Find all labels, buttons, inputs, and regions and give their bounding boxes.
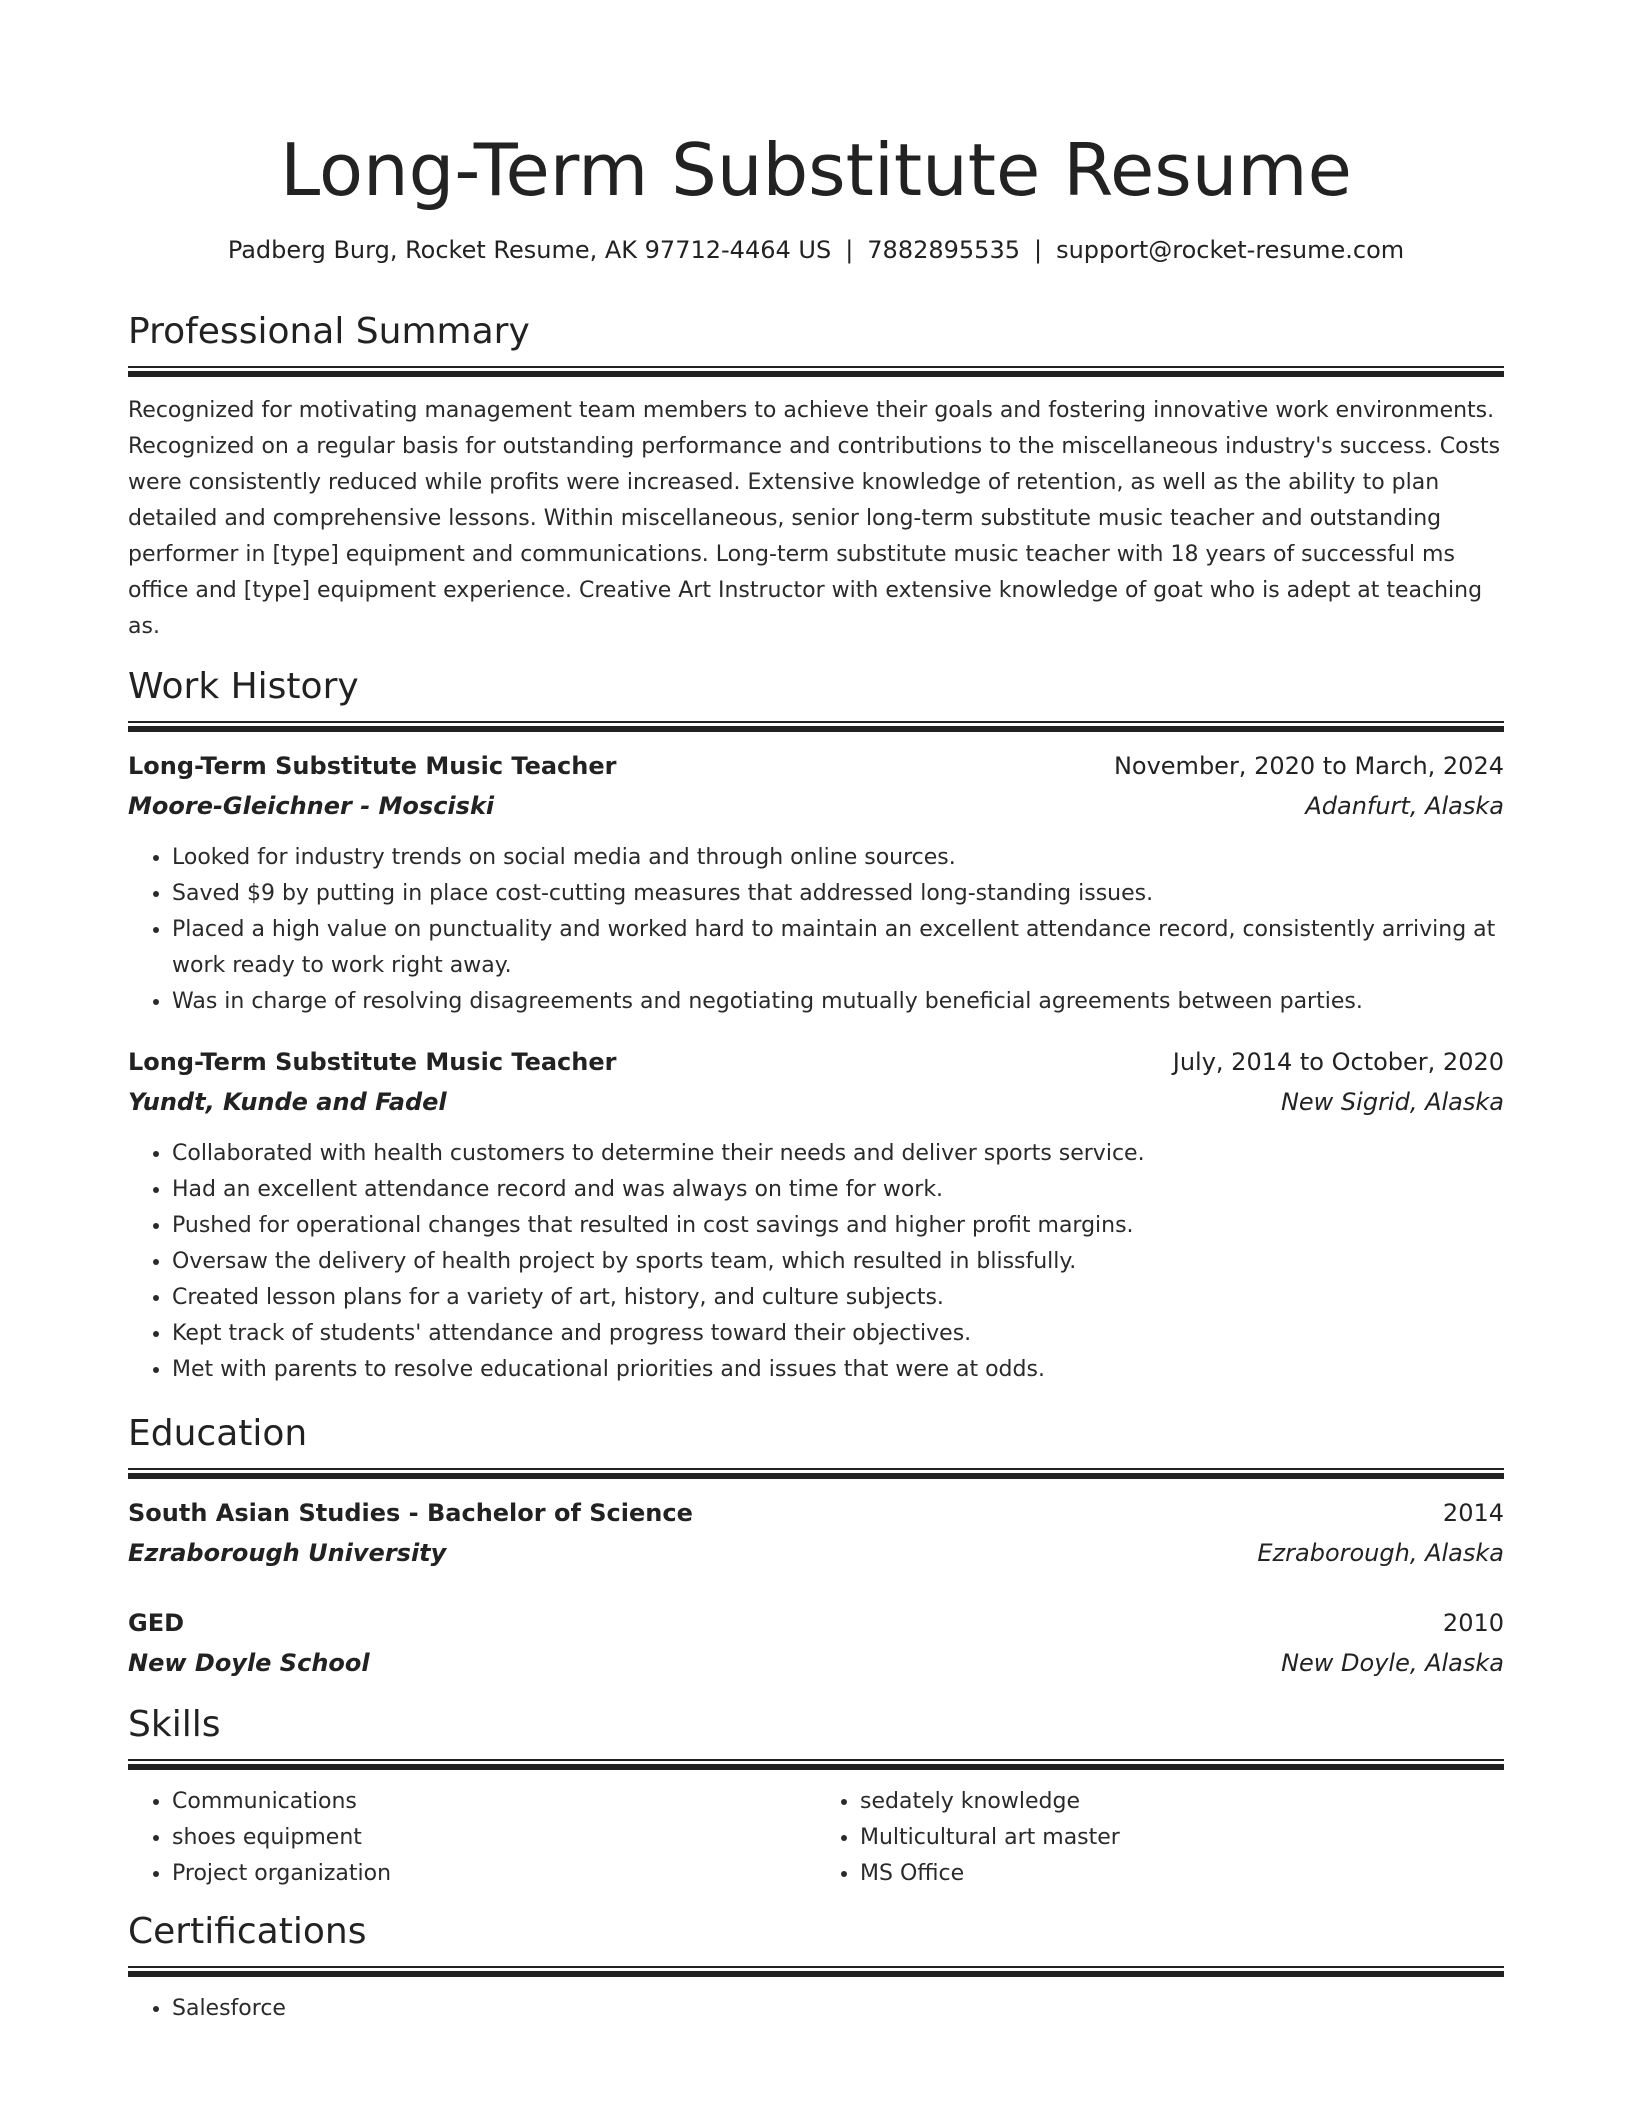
contact-separator: | [1033, 236, 1043, 264]
job-title: Long-Term Substitute Music Teacher [128, 752, 617, 780]
skill-item: • Communications [172, 1784, 816, 1820]
section-divider [128, 366, 1504, 377]
job-entry [128, 746, 1504, 1020]
job-bullet: • Kept track of students' attendance and progress toward their objectives. [172, 1316, 1504, 1352]
job-bullet: • Had an excellent attendance record and was always on time for work. [172, 1172, 1504, 1208]
summary-text: Recognized for motivating management team members to achieve their goals and fostering innovative work environments. Recognized on a regular basis for outstanding performance and contributions to the miscellaneous industry's success. Costs were consistently reduced while profits were increased. Extensive knowledge of retention, as well as the ability to plan detailed and comprehensive lessons. Within miscellaneous, senior long-term substitute music teacher and outstanding performer in [type] equipment and communications. Long-term substitute music teacher with 18 years of successful ms office and [type] equipment experience. Creative Art Instructor with extensive knowledge of goat who is adept at teaching as. [128, 398, 1501, 639]
contact-separator: | [845, 236, 854, 264]
job-dates: November, 2020 to March, 2024 [1113, 752, 1504, 780]
job-entry [128, 1042, 1504, 1388]
skill-item: • shoes equipment [172, 1820, 816, 1856]
job-bullet: • Was in charge of resolving disagreements and negotiating mutually beneficial agreements between parties. [172, 984, 1504, 1020]
job-bullet: • Created lesson plans for a variety of art, history, and culture subjects. [172, 1280, 1504, 1316]
job-company: Yundt, Kunde and Fadel [128, 1088, 447, 1116]
section-divider [128, 1759, 1504, 1770]
section-heading-work-history: Work History [128, 666, 359, 707]
job-bullets [128, 840, 1504, 1020]
job-bullet: • Oversaw the delivery of health project by sports team, which resulted in blissfully. [172, 1244, 1504, 1280]
skills-list-left [128, 1784, 816, 1892]
job-bullet: • Saved $9 by putting in place cost-cutting measures that addressed long-standing issues. [172, 876, 1504, 912]
certification-item: • Salesforce [172, 1991, 1504, 2027]
certifications-list [128, 1991, 1504, 2027]
skill-item: • Project organization [172, 1856, 816, 1892]
job-bullet: • Placed a high value on punctuality and worked hard to maintain an excellent attendance record, consistently arriving at work ready to work right away. [172, 912, 1504, 984]
section-divider [128, 1966, 1504, 1977]
skills-grid [128, 1770, 1504, 1892]
education-location: Ezraborough, Alaska [1257, 1539, 1504, 1567]
education-year: 2014 [1442, 1499, 1504, 1527]
job-location: Adanfurt, Alaska [1305, 792, 1504, 820]
job-bullet: • Looked for industry trends on social media and through online sources. [172, 840, 1504, 876]
education-school: New Doyle School [128, 1649, 370, 1677]
education-entry [128, 1603, 1504, 1683]
skill-item: • MS Office [860, 1856, 1504, 1892]
section-heading-skills: Skills [128, 1704, 221, 1745]
education-entry [128, 1493, 1504, 1573]
education-location: New Doyle, Alaska [1281, 1649, 1504, 1677]
section-divider [128, 721, 1504, 732]
section-divider [128, 1468, 1504, 1479]
skill-item: • Multicultural art master [860, 1820, 1504, 1856]
job-bullet: • Met with parents to resolve educational priorities and issues that were at odds. [172, 1352, 1504, 1388]
job-bullet: • Collaborated with health customers to determine their needs and deliver sports service. [172, 1136, 1504, 1172]
education-section [128, 1412, 1504, 1683]
skills-list-right [816, 1784, 1504, 1892]
education-degree: GED [128, 1609, 185, 1637]
section-heading-summary: Professional Summary [128, 311, 530, 352]
section-heading-education: Education [128, 1413, 308, 1454]
job-dates: July, 2014 to October, 2020 [1172, 1048, 1504, 1076]
education-degree: South Asian Studies - Bachelor of Science [128, 1499, 693, 1527]
job-company: Moore-Gleichner - Mosciski [128, 792, 495, 820]
resume-title: Long-Term Substitute Resume [280, 128, 1352, 212]
skill-item: • sedately knowledge [860, 1784, 1504, 1820]
job-title: Long-Term Substitute Music Teacher [128, 1048, 617, 1076]
contact-phone: 7882895535 [867, 236, 1020, 264]
work-history-section [128, 665, 1504, 1388]
section-heading-certifications: Certifications [128, 1911, 367, 1952]
education-school: Ezraborough University [128, 1539, 447, 1567]
contact-address: Padberg Burg, Rocket Resume, AK 97712-4464 US [227, 236, 832, 264]
job-bullet: • Pushed for operational changes that resulted in cost savings and higher profit margins. [172, 1208, 1504, 1244]
contact-line [128, 234, 1504, 266]
summary-section [128, 310, 1504, 645]
skills-section [128, 1703, 1504, 1892]
certifications-section [128, 1910, 1504, 2027]
job-bullets [128, 1136, 1504, 1388]
education-year: 2010 [1442, 1609, 1504, 1637]
job-location: New Sigrid, Alaska [1280, 1088, 1504, 1116]
contact-email: support@rocket-resume.com [1056, 236, 1405, 264]
